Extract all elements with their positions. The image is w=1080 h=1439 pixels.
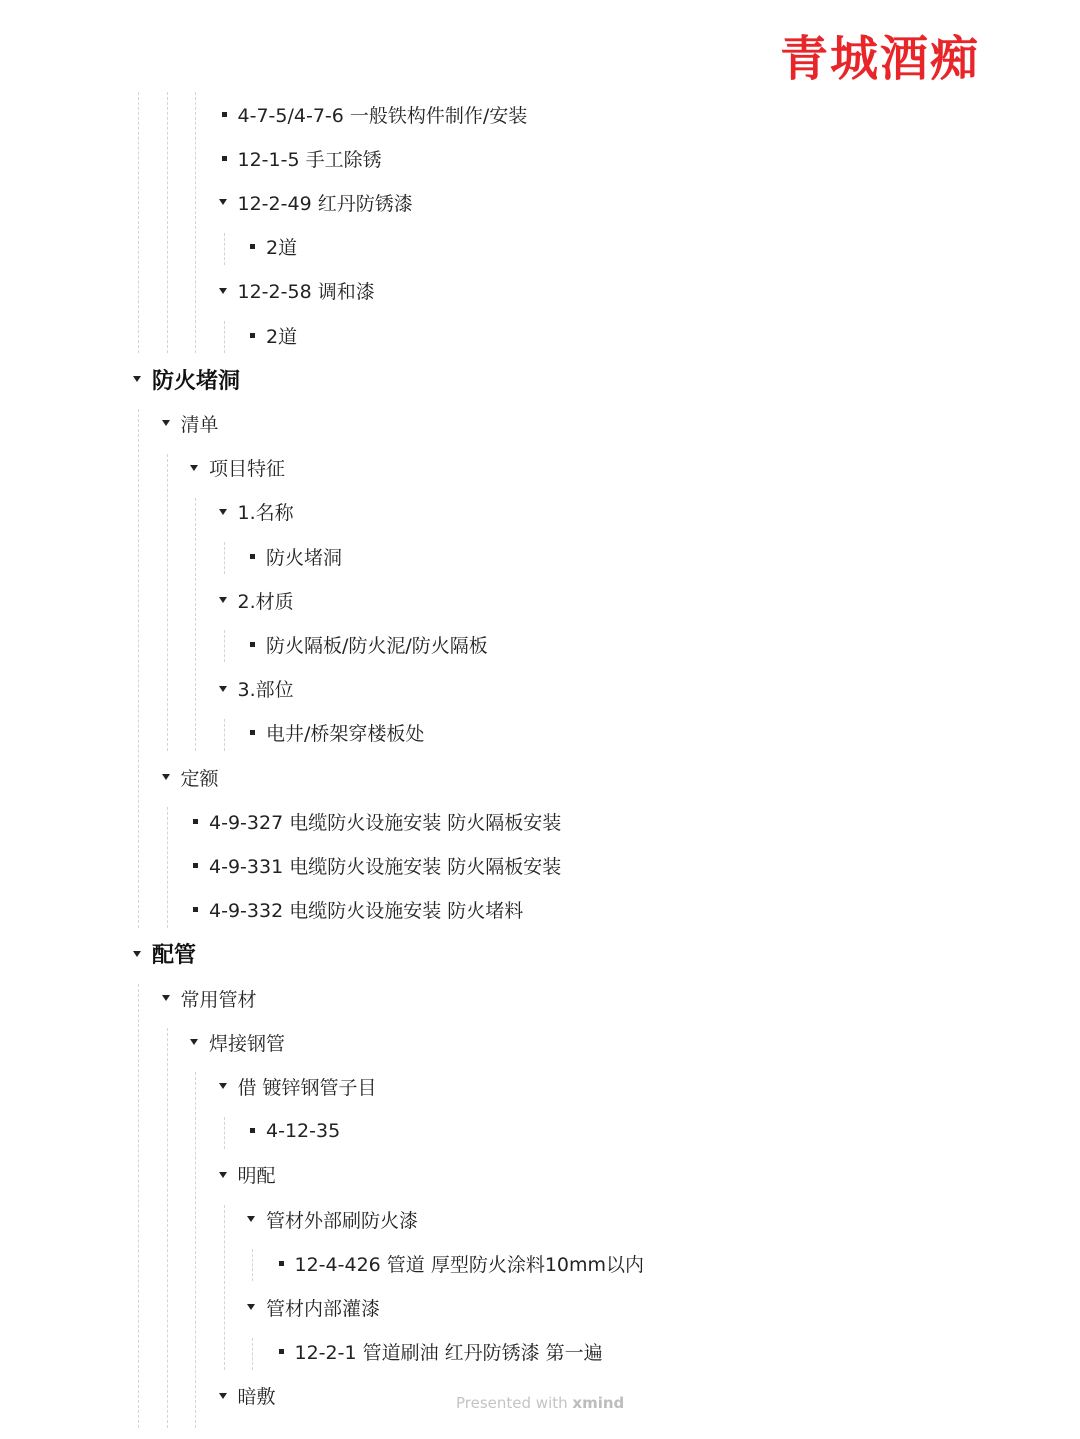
outline-node[interactable] <box>246 1113 340 1149</box>
outline-node[interactable] <box>275 1245 645 1281</box>
bullet-icon <box>246 554 266 559</box>
outline-node-label: 2.材质 <box>237 590 294 613</box>
outline-node[interactable] <box>218 582 294 618</box>
bullet-icon <box>218 112 238 117</box>
indent-guide-line <box>224 1117 225 1149</box>
collapse-caret-icon[interactable] <box>161 420 181 426</box>
outline-node-label: 12-2-1 管道刷油 红丹防锈漆 第一遍 <box>294 1342 603 1365</box>
collapse-caret-icon[interactable] <box>218 199 238 205</box>
indent-guide-line <box>224 1205 225 1370</box>
indent-guide-line <box>224 321 225 353</box>
outline-node-label: 常用管材 <box>180 988 257 1011</box>
outline-node-label: 电井/桥架穿楼板处 <box>266 723 425 746</box>
outline-node[interactable] <box>218 273 375 309</box>
outline-node-label: 明配 <box>237 1165 276 1188</box>
outline-node[interactable] <box>161 980 257 1016</box>
outline-node-label: 4-7-5/4-7-6 一般铁构件制作/安装 <box>237 104 528 127</box>
outline-node[interactable] <box>218 184 413 220</box>
outline-node-label: 配管 <box>152 943 197 969</box>
outline-node[interactable] <box>246 626 488 662</box>
outline-node[interactable] <box>189 892 523 928</box>
outline-node-label: 12-2-58 调和漆 <box>237 281 375 304</box>
outline-node[interactable] <box>218 96 528 132</box>
collapse-caret-icon[interactable] <box>161 995 181 1001</box>
indent-guide-line <box>252 1338 253 1370</box>
bullet-icon <box>246 333 266 338</box>
collapse-caret-icon[interactable] <box>218 509 238 515</box>
outline-node-label: 4-12-35 <box>266 1119 341 1142</box>
indent-guide-line <box>138 984 139 1428</box>
collapse-caret-icon[interactable] <box>161 774 181 780</box>
collapse-caret-icon[interactable] <box>218 686 238 692</box>
indent-guide-line <box>195 92 196 353</box>
watermark-title: 青城酒痴 <box>779 31 980 87</box>
outline-node-label: 定额 <box>180 767 219 790</box>
outline-node-label: 12-4-426 管道 厚型防火涂料10mm以内 <box>294 1253 645 1276</box>
outline-node-label: 焊接钢管 <box>209 1032 286 1055</box>
bullet-icon <box>246 244 266 249</box>
bullet-icon <box>246 730 266 735</box>
bullet-icon <box>246 1128 266 1133</box>
collapse-caret-icon[interactable] <box>218 1083 238 1089</box>
outline-node[interactable] <box>189 450 285 486</box>
outline-node-label: 12-1-5 手工除锈 <box>237 148 382 171</box>
outline-node[interactable] <box>275 1334 603 1370</box>
collapse-caret-icon[interactable] <box>189 1039 209 1045</box>
outline-node[interactable] <box>246 1289 380 1325</box>
bullet-icon <box>189 863 209 868</box>
outline-node[interactable] <box>246 715 424 751</box>
outline-node[interactable] <box>218 1157 276 1193</box>
outline-node[interactable] <box>161 405 219 441</box>
indent-guide-line <box>167 807 168 927</box>
xmind-brand: xmind <box>572 1394 625 1412</box>
presented-with-footer <box>456 1394 624 1412</box>
outline-node-label: 3.部位 <box>237 679 294 702</box>
indent-guide-line <box>167 454 168 751</box>
outline-node[interactable] <box>189 1024 285 1060</box>
outline-node[interactable] <box>132 936 196 972</box>
indent-guide-line <box>195 1072 196 1427</box>
footer-prefix: Presented with <box>456 1394 568 1412</box>
outline-node[interactable] <box>218 1378 276 1414</box>
bullet-icon <box>275 1349 295 1354</box>
indent-guide-line <box>138 92 139 353</box>
outline-node[interactable] <box>218 1068 377 1104</box>
outline-node-label: 4-9-327 电缆防火设施安装 防火隔板安装 <box>209 811 562 834</box>
outline-node[interactable] <box>161 759 219 795</box>
indent-guide-line <box>224 233 225 265</box>
indent-guide-line <box>252 1249 253 1281</box>
outline-node-label: 清单 <box>180 413 219 436</box>
outline-node[interactable] <box>218 140 382 176</box>
outline-node[interactable] <box>189 803 561 839</box>
bullet-icon <box>189 819 209 824</box>
outline-node-label: 2道 <box>266 237 298 260</box>
indent-guide-line <box>167 1028 168 1428</box>
outline-node-label: 4-9-332 电缆防火设施安装 防火堵料 <box>209 900 524 923</box>
collapse-caret-icon[interactable] <box>132 951 152 957</box>
collapse-caret-icon[interactable] <box>218 288 238 294</box>
bullet-icon <box>218 156 238 161</box>
indent-guide-line <box>138 409 139 927</box>
collapse-caret-icon[interactable] <box>218 1393 238 1399</box>
outline-node-label: 4-9-331 电缆防火设施安装 防火隔板安装 <box>209 855 562 878</box>
outline-node-label: 管材外部刷防火漆 <box>266 1209 419 1232</box>
outline-node-label: 管材内部灌漆 <box>266 1297 381 1320</box>
outline-node[interactable] <box>218 494 294 530</box>
outline-node[interactable] <box>246 538 342 574</box>
outline-node-label: 防火堵洞 <box>152 368 241 394</box>
indent-guide-line <box>224 630 225 662</box>
outline-node[interactable] <box>189 847 561 883</box>
bullet-icon <box>246 642 266 647</box>
outline-node-label: 2道 <box>266 325 298 348</box>
outline-node-label: 1.名称 <box>237 502 294 525</box>
outline-node[interactable] <box>246 1201 418 1237</box>
indent-guide-line <box>224 542 225 574</box>
collapse-caret-icon[interactable] <box>246 1304 266 1310</box>
collapse-caret-icon[interactable] <box>218 597 238 603</box>
bullet-icon <box>189 907 209 912</box>
outline-node-label: 12-2-49 红丹防锈漆 <box>237 192 413 215</box>
outline-node[interactable] <box>246 229 297 265</box>
outline-node-label: 项目特征 <box>209 458 286 481</box>
outline-node-label: 暗敷 <box>237 1386 276 1409</box>
collapse-caret-icon[interactable] <box>132 376 152 382</box>
outline-node-label: 借 镀锌钢管子目 <box>237 1076 377 1099</box>
collapse-caret-icon[interactable] <box>218 1172 238 1178</box>
collapse-caret-icon[interactable] <box>246 1216 266 1222</box>
indent-guide-line <box>167 92 168 353</box>
indent-guide-line <box>224 719 225 751</box>
collapse-caret-icon[interactable] <box>189 465 209 471</box>
outline-node-label: 防火隔板/防火泥/防火隔板 <box>266 634 488 657</box>
indent-guide-line <box>195 498 196 751</box>
outline-node-label: 防火堵洞 <box>266 546 343 569</box>
outline-node[interactable] <box>246 317 297 353</box>
outline-node[interactable] <box>218 671 294 707</box>
bullet-icon <box>275 1261 295 1266</box>
outline-node[interactable] <box>132 361 240 397</box>
